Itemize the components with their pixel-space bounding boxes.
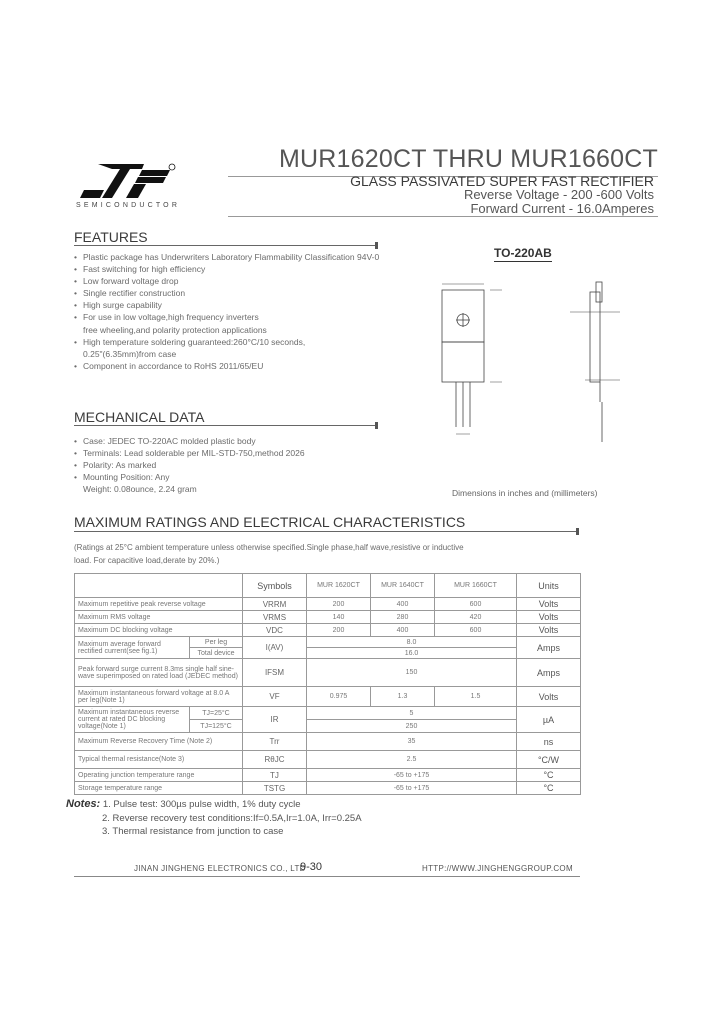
row-unit: °C — [517, 769, 581, 782]
footer-website: HTTP://WWW.JINGHENGGROUP.COM — [422, 864, 573, 873]
row-condition: TJ=25°C — [190, 707, 243, 720]
row-symbol: Trr — [243, 733, 307, 751]
row-label: Maximum DC blocking voltage — [75, 624, 243, 637]
table-row — [75, 733, 581, 751]
header-symbols: Symbols — [243, 574, 307, 598]
header-units: Units — [517, 574, 581, 598]
row-value: -65 to +175 — [307, 769, 517, 782]
feature-item: • Single rectifier construction — [74, 287, 379, 299]
feature-item: • For use in low voltage,high frequency inverters — [74, 311, 379, 323]
row-value: 140 — [307, 611, 371, 624]
table-row — [75, 687, 581, 707]
row-label: Maximum instantaneous reverse current at rated DC blocking voltage(Note 1) — [75, 707, 190, 733]
row-label: Storage temperature range — [75, 782, 243, 795]
row-label: Operating junction temperature range — [75, 769, 243, 782]
table-row — [75, 707, 581, 720]
features-list — [74, 251, 379, 372]
row-condition: Per leg — [190, 637, 243, 648]
header-mur1640: MUR 1640CT — [371, 574, 435, 598]
package-label: TO-220AB — [494, 246, 552, 260]
note-2: 2. Reverse recovery test conditions:If=0.5A,Ir=1.0A, Irr=0.25A — [102, 812, 362, 824]
table-row — [75, 769, 581, 782]
ratings-rule — [74, 531, 578, 532]
row-label: Typical thermal resistance(Note 3) — [75, 751, 243, 769]
row-unit: Amps — [517, 659, 581, 687]
logo-subtitle: SEMICONDUCTOR — [76, 202, 181, 209]
row-value: 5 — [307, 707, 517, 720]
document-title: MUR1620CT THRU MUR1660CT — [279, 145, 658, 173]
row-label: Maximum average forward rectified current(see fig.1) — [75, 637, 190, 659]
mechanical-item: • Terminals: Lead solderable per MIL-STD-750,method 2026 — [74, 447, 305, 459]
device-subtitle: GLASS PASSIVATED SUPER FAST RECTIFIER — [350, 173, 654, 189]
row-unit: Volts — [517, 687, 581, 707]
row-value: 280 — [371, 611, 435, 624]
row-value: 420 — [435, 611, 517, 624]
table-row — [75, 611, 581, 624]
row-value: 1.5 — [435, 687, 517, 707]
row-value: 1.3 — [371, 687, 435, 707]
row-value: 200 — [307, 624, 371, 637]
row-unit: ns — [517, 733, 581, 751]
table-row — [75, 598, 581, 611]
row-value: 0.975 — [307, 687, 371, 707]
table-row — [75, 637, 581, 648]
mechanical-item: • Polarity: As marked — [74, 459, 305, 471]
row-unit: °C — [517, 782, 581, 795]
header-mur1620: MUR 1620CT — [307, 574, 371, 598]
features-rule — [74, 245, 378, 246]
row-symbol: VDC — [243, 624, 307, 637]
feature-item: • Component in accordance to RoHS 2011/65/EU — [74, 360, 379, 372]
row-symbol: TSTG — [243, 782, 307, 795]
row-value: 250 — [307, 720, 517, 733]
row-value: 150 — [307, 659, 517, 687]
row-symbol: IR — [243, 707, 307, 733]
row-value: 35 — [307, 733, 517, 751]
mechanical-item: Weight: 0.08ounce, 2.24 gram — [83, 484, 197, 495]
row-value: 600 — [435, 598, 517, 611]
header-blank-cell — [75, 574, 243, 598]
footer-rule — [74, 876, 580, 877]
row-label: Maximum repetitive peak reverse voltage — [75, 598, 243, 611]
features-rule-tick — [375, 242, 378, 249]
ratings-table — [74, 573, 581, 795]
row-symbol: VRMS — [243, 611, 307, 624]
feature-item: • Low forward voltage drop — [74, 275, 379, 287]
ratings-heading: MAXIMUM RATINGS AND ELECTRICAL CHARACTERISTICS — [74, 514, 466, 530]
row-label: Peak forward surge current 8.3ms single half sine-wave superimposed on rated load (JEDEC method) — [75, 659, 243, 687]
row-value: 8.0 — [307, 637, 517, 648]
feature-item: free wheeling,and polarity protection applications — [83, 324, 267, 335]
mechanical-heading: MECHANICAL DATA — [74, 409, 205, 425]
table-row — [75, 751, 581, 769]
footer-company: JINAN JINGHENG ELECTRONICS CO., LTD — [134, 864, 306, 873]
header-mur1660: MUR 1660CT — [435, 574, 517, 598]
row-value: 400 — [371, 624, 435, 637]
row-value: 200 — [307, 598, 371, 611]
row-value: 600 — [435, 624, 517, 637]
row-unit: Volts — [517, 598, 581, 611]
footer-page-number: 9-30 — [300, 861, 323, 873]
feature-item: • High surge capability — [74, 299, 379, 311]
subtitle-rule — [228, 216, 658, 217]
row-condition: Total device — [190, 648, 243, 659]
row-value: -65 to +175 — [307, 782, 517, 795]
row-label: Maximum Reverse Recovery Time (Note 2) — [75, 733, 243, 751]
row-symbol: I(AV) — [243, 637, 307, 659]
feature-item: • High temperature soldering guaranteed:260°C/10 seconds, — [74, 336, 379, 348]
feature-item: • Plastic package has Underwriters Laboratory Flammability Classification 94V-0 — [74, 251, 379, 263]
reverse-voltage-spec: Reverse Voltage - 200 -600 Volts — [463, 187, 654, 202]
feature-item: • Fast switching for high efficiency — [74, 263, 379, 275]
row-condition: TJ=125°C — [190, 720, 243, 733]
row-label: Maximum instantaneous forward voltage at 8.0 A per leg(Note 1) — [75, 687, 243, 707]
row-value: 2.5 — [307, 751, 517, 769]
row-unit: Volts — [517, 611, 581, 624]
row-value: 400 — [371, 598, 435, 611]
forward-current-spec: Forward Current - 16.0Amperes — [470, 201, 654, 216]
table-row — [75, 782, 581, 795]
feature-item: 0.25"(6.35mm)from case — [83, 348, 177, 359]
row-unit: °C/W — [517, 751, 581, 769]
row-symbol: VF — [243, 687, 307, 707]
row-label: Maximum RMS voltage — [75, 611, 243, 624]
table-row — [75, 659, 581, 687]
package-outline-drawing — [390, 262, 670, 472]
mechanical-list — [74, 435, 305, 495]
mechanical-item: • Mounting Position: Any — [74, 471, 305, 483]
row-symbol: RθJC — [243, 751, 307, 769]
row-value: 16.0 — [307, 648, 517, 659]
mechanical-rule — [74, 425, 378, 426]
row-symbol: IFSM — [243, 659, 307, 687]
table-row — [75, 624, 581, 637]
ratings-conditions-note — [74, 541, 574, 567]
row-symbol: VRRM — [243, 598, 307, 611]
ratings-note-line: (Ratings at 25°C ambient temperature unless otherwise specified.Single phase,half wave,resistive or inductive — [74, 543, 464, 552]
dimension-note: Dimensions in inches and (millimeters) — [452, 488, 598, 498]
features-heading: FEATURES — [74, 229, 148, 245]
row-unit: Amps — [517, 637, 581, 659]
note-1: 1. Pulse test: 300µs pulse width, 1% duty cycle — [102, 799, 301, 810]
notes-block — [66, 798, 362, 839]
mechanical-rule-tick — [375, 422, 378, 429]
table-header-row — [75, 574, 581, 598]
ratings-rule-tick — [576, 528, 579, 535]
notes-label: Notes: — [66, 798, 101, 810]
ratings-note-line: load. For capacitive load,derate by 20%.) — [74, 556, 220, 565]
row-unit: µA — [517, 707, 581, 733]
row-symbol: TJ — [243, 769, 307, 782]
note-3: 3. Thermal resistance from junction to case — [102, 826, 284, 837]
row-unit: Volts — [517, 624, 581, 637]
mechanical-item: • Case: JEDEC TO-220AC molded plastic body — [74, 435, 305, 447]
